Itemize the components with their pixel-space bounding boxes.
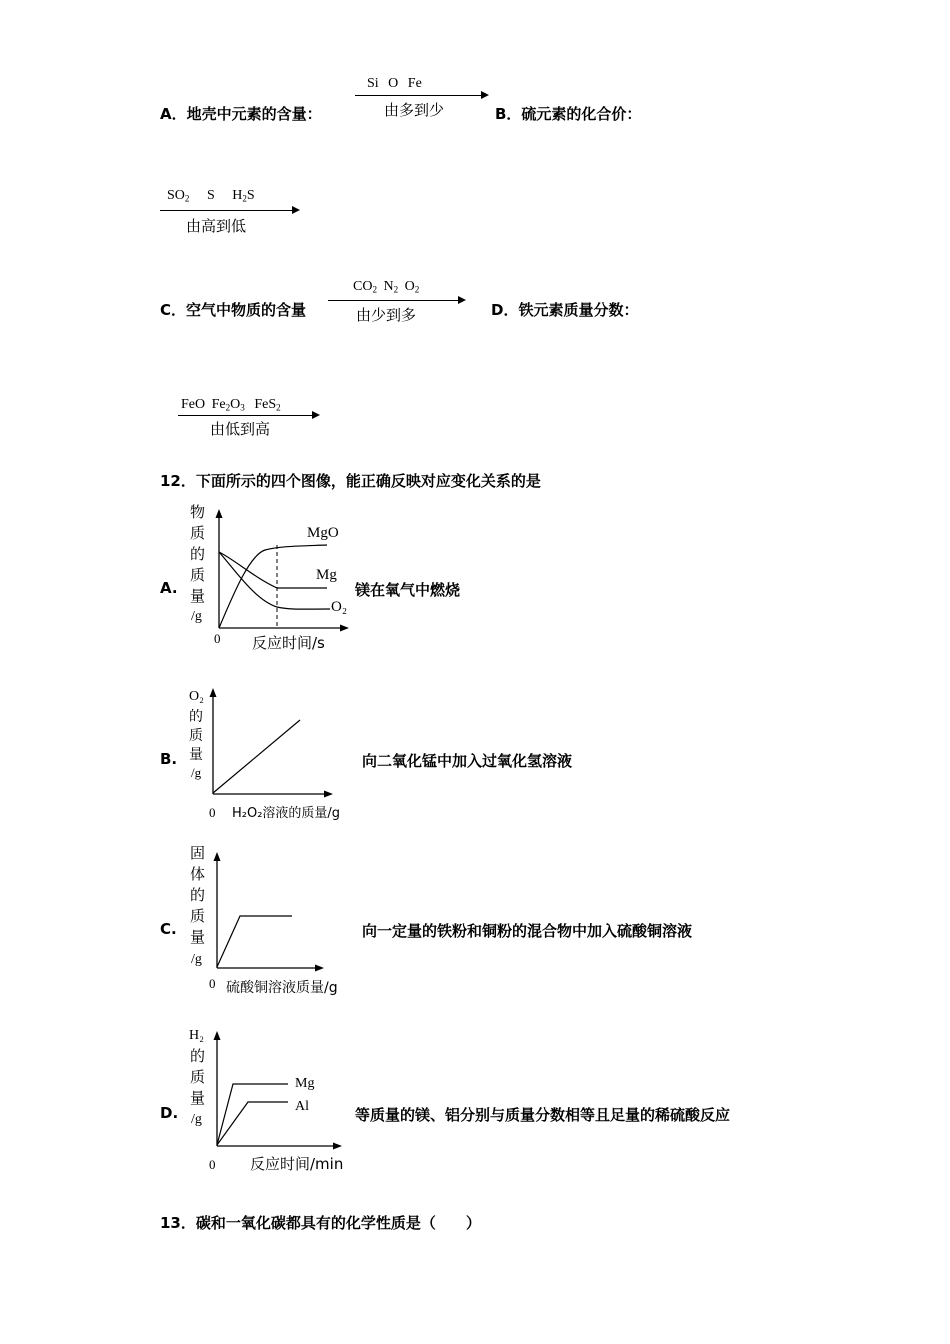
svg-text:H₂: H₂	[189, 1028, 204, 1043]
option-a-arrow-top: Si O Fe	[367, 76, 422, 91]
graph-b-ylabel	[189, 689, 204, 780]
graph-c-line	[217, 916, 292, 967]
q12-option-d-desc: 等质量的镁、铝分别与质量分数相等且足量的稀硫酸反应	[355, 1106, 731, 1124]
option-a-arrow	[355, 95, 483, 96]
graph-a-series-o2: O₂	[331, 599, 348, 615]
svg-text:/g: /g	[191, 1112, 202, 1127]
graph-a-ylabel	[190, 503, 205, 624]
svg-text:/g: /g	[191, 765, 202, 780]
option-a-label: A．地壳中元素的含量：	[160, 105, 322, 123]
graph-d-origin: 0	[209, 1157, 216, 1172]
option-d-arrow	[178, 415, 314, 416]
svg-text:质: 质	[190, 1068, 206, 1086]
option-c-label: C．空气中物质的含量	[160, 301, 307, 319]
graph-a-origin: 0	[214, 631, 221, 646]
graph-d-line-mg	[217, 1084, 288, 1145]
q12-option-c-desc: 向一定量的铁粉和铜粉的混合物中加入硫酸铜溶液	[362, 922, 693, 940]
option-d-arrow-top: FeO $Fe_2O_3$ FeS$_2$	[181, 397, 281, 413]
graph-a-series-mg: Mg	[316, 567, 337, 583]
option-d-arrow-bottom: 由低到高	[210, 420, 271, 438]
svg-text:量: 量	[190, 928, 206, 946]
svg-text:的: 的	[189, 709, 203, 725]
svg-text:的: 的	[190, 1047, 206, 1065]
q12-graph-c	[180, 840, 365, 1000]
graph-d-ylabel	[189, 1028, 205, 1127]
q12-option-b-desc: 向二氧化锰中加入过氧化氢溶液	[362, 752, 573, 770]
graph-a-curve-o2	[219, 552, 330, 609]
q12-option-b-letter: B.	[160, 750, 178, 768]
svg-text:质: 质	[190, 524, 206, 542]
graph-d-series-mg: Mg	[295, 1076, 315, 1091]
svg-text:物: 物	[190, 503, 206, 521]
q12-graph-a	[180, 500, 355, 660]
graph-a-curve-mg	[219, 552, 327, 588]
graph-d-series-al: Al	[295, 1099, 309, 1114]
q12-option-a-letter: A.	[160, 579, 178, 597]
graph-b-origin: 0	[209, 805, 216, 820]
option-d-label: D．铁元素质量分数：	[491, 301, 639, 319]
option-b-arrow-top: $SO_2$ S $H_2S$	[167, 188, 255, 204]
svg-text:体: 体	[190, 865, 206, 883]
svg-text:/g: /g	[191, 952, 202, 967]
q12-graph-d	[180, 1022, 355, 1177]
svg-text:量: 量	[190, 587, 206, 605]
graph-b-line	[213, 720, 300, 793]
graph-c-xlabel: 硫酸铜溶液质量/g	[226, 980, 338, 996]
q12-graph-b	[180, 680, 360, 830]
svg-text:的: 的	[190, 545, 206, 563]
svg-text:/g: /g	[191, 609, 202, 624]
q12-option-c-letter: C.	[160, 920, 177, 938]
svg-text:量: 量	[190, 1089, 206, 1107]
graph-a-series-mgo: MgO	[307, 525, 339, 541]
graph-a-xlabel: 反应时间/s	[252, 634, 325, 652]
graph-d-line-al	[217, 1102, 288, 1145]
option-b-arrow-bottom: 由高到低	[186, 217, 247, 235]
question-12-title: 12．下面所示的四个图像，能正确反映对应变化关系的是	[160, 472, 541, 490]
option-b-label: B．硫元素的化合价：	[495, 105, 642, 123]
graph-c-ylabel	[190, 844, 205, 967]
q12-option-d-letter: D.	[160, 1104, 179, 1122]
graph-d-xlabel: 反应时间/min	[250, 1155, 344, 1173]
option-a-arrow-bottom: 由多到少	[384, 101, 445, 119]
svg-text:O₂: O₂	[189, 689, 204, 704]
svg-text:质: 质	[190, 907, 206, 925]
svg-text:量: 量	[189, 747, 203, 763]
svg-text:的: 的	[190, 886, 206, 904]
svg-text:质: 质	[190, 566, 206, 584]
svg-text:固: 固	[190, 844, 206, 862]
q12-option-a-desc: 镁在氧气中燃烧	[355, 581, 461, 599]
svg-text:质: 质	[189, 728, 203, 744]
graph-b-xlabel: H₂O₂溶液的质量/g	[232, 806, 341, 821]
question-13-title: 13．碳和一氧化碳都具有的化学性质是（ ）	[160, 1214, 481, 1232]
option-c-arrow-top: $CO_2$ $N_2$ $O_2$	[353, 279, 420, 295]
option-c-arrow	[328, 300, 460, 301]
option-c-arrow-bottom: 由少到多	[356, 306, 417, 324]
option-b-arrow	[160, 210, 294, 211]
graph-c-origin: 0	[209, 976, 216, 991]
